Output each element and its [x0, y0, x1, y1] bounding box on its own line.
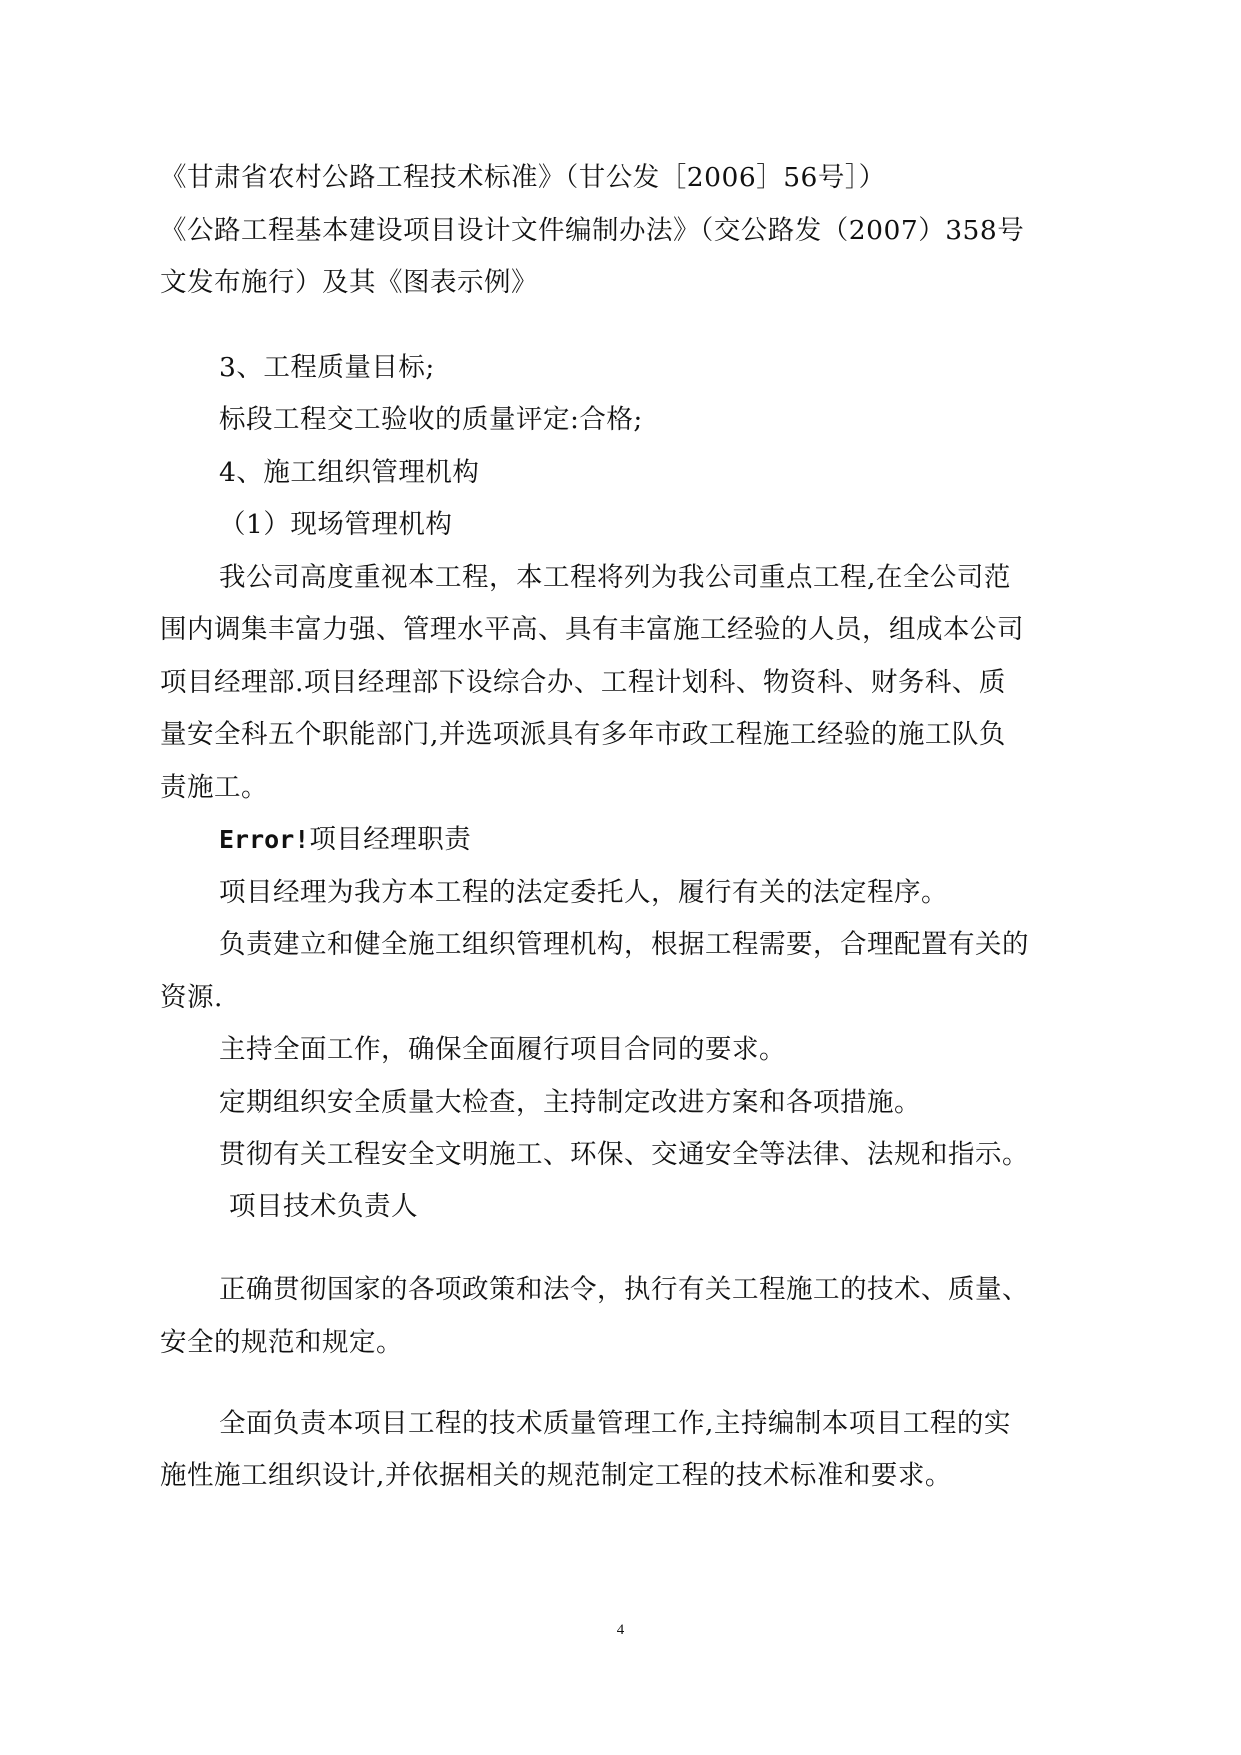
- paragraph-line: 全面负责本项目工程的技术质量管理工作,主持编制本项目工程的实: [219, 1408, 1011, 1439]
- heading-text: 项目经理职责: [309, 824, 472, 855]
- standard-reference-design-docs: 《公路工程基本建设项目设计文件编制办法》（交公路发（2007）358号: [160, 215, 1025, 246]
- heading-technical-lead: 项目技术负责人: [229, 1191, 418, 1222]
- paragraph-line: 项目经理部.项目经理部下设综合办、工程计划科、物资科、财务科、质: [160, 667, 1006, 698]
- paragraph-line: 施性施工组织设计,并依据相关的规范制定工程的技术标准和要求。: [160, 1460, 952, 1491]
- paragraph-line: 我公司高度重视本工程，本工程将列为我公司重点工程,在全公司范: [219, 562, 1011, 593]
- page-number: 4: [616, 1622, 625, 1638]
- paragraph-line: 主持全面工作，确保全面履行项目合同的要求。: [219, 1034, 786, 1065]
- paragraph-line: 围内调集丰富力强、管理水平高、具有丰富施工经验的人员，组成本公司: [160, 614, 1024, 645]
- paragraph-line: 负责建立和健全施工组织管理机构，根据工程需要，合理配置有关的: [219, 929, 1029, 960]
- paragraph-line: 项目经理为我方本工程的法定委托人，履行有关的法定程序。: [219, 877, 948, 908]
- section-heading-quality-goal: 3、工程质量目标;: [219, 352, 435, 383]
- subsection-heading-site-management: （1）现场管理机构: [219, 509, 453, 540]
- section-heading-organization: 4、施工组织管理机构: [219, 457, 480, 488]
- standard-reference-design-docs-cont: 文发布施行）及其《图表示例》: [160, 267, 538, 298]
- standard-reference-gansu: 《甘肃省农村公路工程技术标准》（甘公发［2006］56号］）: [160, 162, 886, 193]
- paragraph-line: 资源.: [160, 982, 223, 1013]
- heading-project-manager-duties: [219, 822, 471, 858]
- error-marker: Error!: [219, 825, 310, 854]
- paragraph-line: 贯彻有关工程安全文明施工、环保、交通安全等法律、法规和指示。: [219, 1139, 1029, 1170]
- paragraph-line: 量安全科五个职能部门,并选项派具有多年市政工程施工经验的施工队负: [160, 719, 1006, 750]
- paragraph-line: 定期组织安全质量大检查，主持制定改进方案和各项措施。: [219, 1087, 921, 1118]
- paragraph-line: 正确贯彻国家的各项政策和法令，执行有关工程施工的技术、质量、: [219, 1274, 1029, 1305]
- paragraph-line: 责施工。: [160, 772, 268, 803]
- paragraph-line: 安全的规范和规定。: [160, 1327, 403, 1358]
- quality-goal-text: 标段工程交工验收的质量评定:合格;: [219, 404, 643, 435]
